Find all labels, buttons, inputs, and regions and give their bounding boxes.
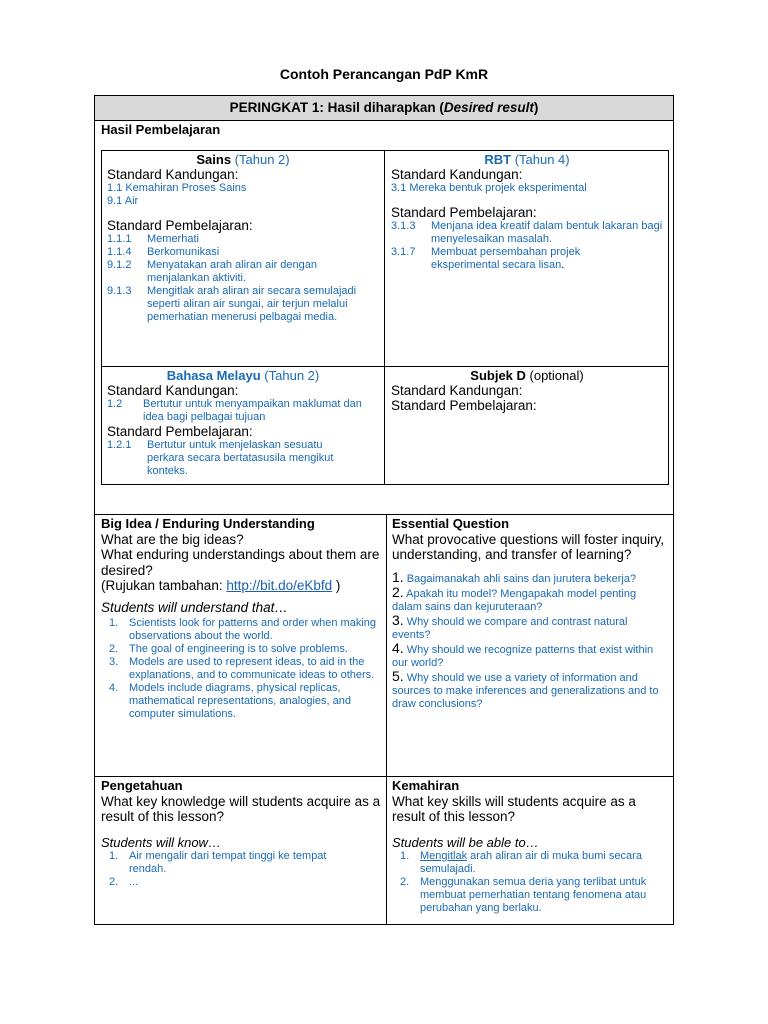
item-num: 9.1.3 <box>107 285 132 297</box>
item-num: 2. <box>109 876 119 888</box>
item-num: 1. <box>109 617 119 629</box>
big-idea-q2: What enduring understandings about them are desired? <box>101 547 380 578</box>
page-title: Contoh Perancangan PdP KmR <box>279 66 489 82</box>
item-num: 2. <box>109 643 119 655</box>
understand-item <box>101 656 381 682</box>
item-num: 1. <box>400 850 410 862</box>
subjek-d-cell <box>391 368 663 413</box>
kemahiran-heading: Kemahiran <box>392 778 460 793</box>
sains-cell <box>107 152 379 324</box>
subjects-hdivider <box>101 366 669 367</box>
item-text: Bertutur untuk menyampaikan maklumat dan idea bagi pelbagai tujuan <box>143 398 362 423</box>
essential-prompt: What provocative questions will foster inquiry, understanding, and transfer of learning? <box>392 531 665 562</box>
item-text: Membuat persembahan projek eksperimental secara lisan <box>431 246 581 271</box>
item-end-period: . <box>561 259 565 271</box>
pengetahuan-prompt: What key knowledge will students acquire as a result of this lesson? <box>101 793 381 824</box>
ref-prefix: (Rujukan tambahan: <box>101 578 227 593</box>
question-num: 5. <box>392 667 404 684</box>
item-text: ... <box>129 876 139 888</box>
header-prefix: PERINGKAT 1: Hasil diharapkan ( <box>229 100 444 115</box>
item-text: Models are used to represent ideas, to aid in the explanations, and to communicate ideas to others. <box>129 656 375 681</box>
ref-link[interactable]: http://bit.do/eKbfd <box>226 578 333 593</box>
sains-sk-item: 1.1 Kemahiran Proses Sains <box>107 182 247 194</box>
question-text: Bagaimanakah ahli sains dan jurutera bekerja? <box>406 572 637 585</box>
essential-heading: Essential Question <box>392 516 510 531</box>
item-num: 3.1.7 <box>391 246 416 258</box>
question-text: Why should we use a variety of information and sources to make inferences and generalizations and to draw conclusions? <box>392 671 659 710</box>
item-text: Memerhati <box>147 233 199 245</box>
sains-sp-item <box>107 259 379 285</box>
item-num: 1.2.1 <box>107 439 132 451</box>
item-text: Menyatakan arah aliran air dengan menjalankan aktiviti. <box>147 259 318 284</box>
hasil-label: Hasil Pembelajaran <box>101 122 221 137</box>
able-label: Students will be able to… <box>392 834 539 850</box>
header-suffix: ) <box>533 100 539 115</box>
essential-cell <box>392 516 668 711</box>
bm-sp-label: Standard Pembelajaran: <box>107 424 253 439</box>
stage-1-header <box>95 96 673 121</box>
bm-year: (Tahun 2) <box>260 368 320 383</box>
item-num: 3.1.3 <box>391 220 416 232</box>
subjects-vdivider <box>384 150 385 485</box>
question-num: 1. <box>392 568 404 585</box>
sains-sp-item <box>107 233 379 246</box>
essential-question <box>392 611 668 642</box>
rbt-sp-item <box>391 220 663 246</box>
row-divider <box>95 776 673 777</box>
item-num: 1.1.4 <box>107 246 132 258</box>
question-num: 2. <box>392 583 404 600</box>
subjek-d-subject: Subjek D <box>470 368 526 383</box>
rbt-sp-item <box>391 246 663 272</box>
header-italic: Desired result <box>443 100 534 115</box>
ref-suffix: ) <box>332 578 341 593</box>
item-text: Bertutur untuk menjelaskan sesuatu perkara secara bertatasusila mengikut konteks. <box>147 439 334 477</box>
big-idea-q1: What are the big ideas? <box>101 531 244 547</box>
pengetahuan-cell <box>101 778 381 889</box>
sains-year: (Tahun 2) <box>231 152 290 167</box>
subjek-d-sk-label: Standard Kandungan: <box>391 383 523 398</box>
bm-sk-label: Standard Kandungan: <box>107 383 239 398</box>
rbt-cell <box>391 152 663 272</box>
item-text: Berkomunikasi <box>147 246 220 258</box>
bm-cell <box>107 368 379 478</box>
rbt-sp-label: Standard Pembelajaran: <box>391 205 537 220</box>
item-text: Air mengalir dari tempat tinggi ke tempat rendah. <box>129 850 327 875</box>
item-num: 1.1.1 <box>107 233 132 245</box>
understand-item <box>101 682 381 721</box>
item-text: Mengitlak arah aliran air secara semulajadi seperti aliran air sungai, air terjun melalui pemerhatian menerusi pelbagai media. <box>147 285 357 323</box>
rbt-sk-item: 3.1 Mereka bentuk projek eksperimental <box>391 182 587 194</box>
item-text: Models include diagrams, physical replicas, mathematical representations, analogies, and computer simulations. <box>129 682 351 720</box>
understand-item <box>101 617 381 643</box>
question-text: Apakah itu model? Mengapakah model penting dalam sains dan kejuruteraan? <box>392 587 637 613</box>
subjek-d-sp-label: Standard Pembelajaran: <box>391 398 537 413</box>
big-idea-ref <box>101 578 381 594</box>
item-text: Scientists look for patterns and order when making observations about the world. <box>129 617 377 642</box>
sains-subject: Sains <box>196 152 232 167</box>
item-num: 1. <box>109 850 119 862</box>
item-text: Menjana idea kreatif dalam bentuk lakaran bagi menyelesaikan masalah. <box>431 220 663 245</box>
sains-sp-item <box>107 246 379 259</box>
item-num: 1.2 <box>107 398 123 410</box>
question-text: Why should we recognize patterns that exist within our world? <box>392 643 654 669</box>
able-item <box>392 850 668 876</box>
item-text: The goal of engineering is to solve problems. <box>129 643 348 655</box>
question-num: 3. <box>392 611 404 628</box>
bm-subject: Bahasa Melayu <box>166 368 261 383</box>
col-divider <box>386 514 387 925</box>
essential-question <box>392 639 668 670</box>
able-item <box>392 876 668 915</box>
sains-sk-label: Standard Kandungan: <box>107 167 239 182</box>
question-num: 4. <box>392 639 404 656</box>
sains-sk-item: 9.1 Air <box>107 195 139 207</box>
understand-label: Students will understand that… <box>101 599 288 615</box>
understand-item <box>101 643 381 656</box>
subjek-d-optional: (optional) <box>525 368 584 383</box>
row-divider <box>95 514 673 515</box>
know-label: Students will know… <box>101 834 221 850</box>
question-text: Why should we compare and contrast natural events? <box>392 615 628 641</box>
item-text: arah aliran air di muka bumi secara semulajadi. <box>420 850 642 875</box>
kemahiran-prompt: What key skills will students acquire as a result of this lesson? <box>392 793 636 824</box>
bm-sk-item <box>107 398 379 424</box>
big-idea-heading: Big Idea / Enduring Understanding <box>101 516 315 531</box>
rbt-year: (Tahun 4) <box>511 152 570 167</box>
sains-sp-item <box>107 285 379 324</box>
know-item <box>101 850 381 876</box>
rbt-subject: RBT <box>484 152 512 167</box>
item-underlined: Mengitlak <box>420 850 468 862</box>
big-idea-cell <box>101 516 381 721</box>
sains-sp-label: Standard Pembelajaran: <box>107 218 253 233</box>
essential-question <box>392 583 668 614</box>
item-num: 2. <box>400 876 410 888</box>
essential-question <box>392 568 668 586</box>
essential-question <box>392 667 668 711</box>
stage-1-table <box>94 95 674 925</box>
rbt-sk-label: Standard Kandungan: <box>391 167 523 182</box>
kemahiran-cell <box>392 778 668 915</box>
item-text: Menggunakan semua deria yang terlibat untuk membuat pemerhatian tentang fenomena atau perubahan yang berlaku. <box>420 876 647 914</box>
bm-sp-item <box>107 439 379 478</box>
item-num: 9.1.2 <box>107 259 132 271</box>
item-num: 3. <box>109 656 119 668</box>
item-num: 4. <box>109 682 119 694</box>
pengetahuan-heading: Pengetahuan <box>101 778 183 793</box>
know-item <box>101 876 381 889</box>
